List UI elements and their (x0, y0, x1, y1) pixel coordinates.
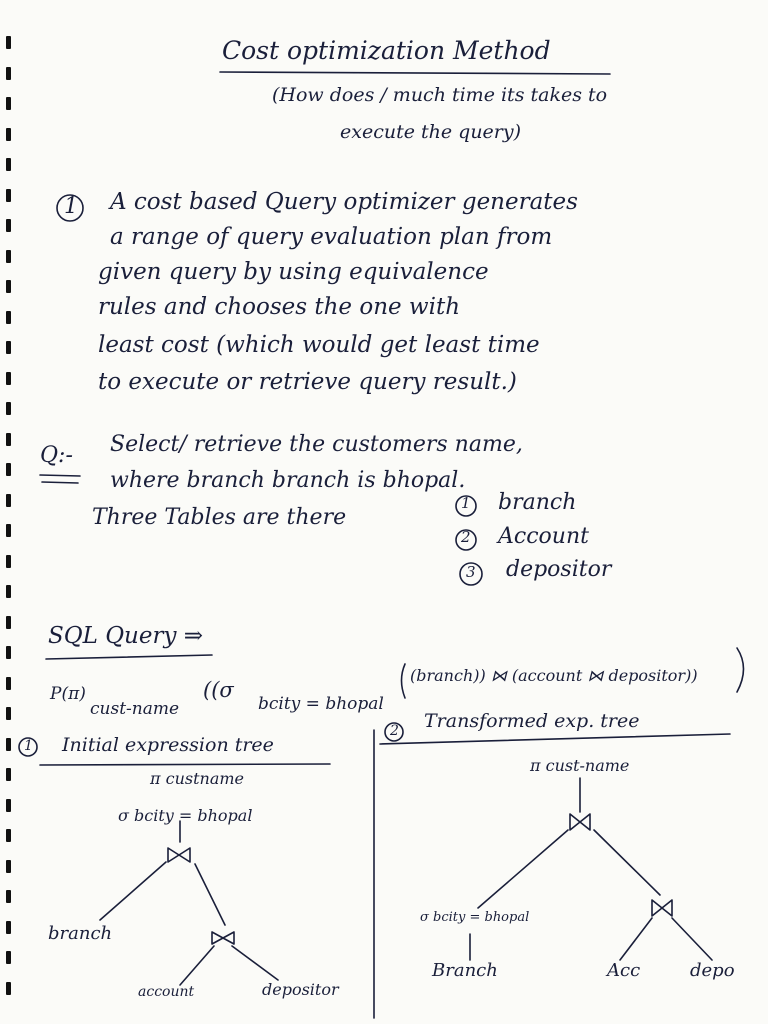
table-number-circles (456, 496, 482, 585)
question-line: where branch branch is bhopal. (110, 468, 466, 493)
sql-query-heading: SQL Query ⇒ (48, 623, 204, 649)
tree2-selection-node: σ bcity = bhopal (420, 910, 530, 925)
tree1-selection-node: σ bcity = bhopal (118, 806, 253, 825)
subtitle-line-2: execute the query) (340, 121, 522, 143)
point1-line: a range of query evaluation plan from (110, 224, 553, 250)
expr-join-rest: (branch)) ⋈ (account ⋈ depositor)) (410, 666, 698, 685)
page-title: Cost optimization Method (222, 36, 551, 65)
expr-projection: P(π) (50, 684, 86, 704)
title-underline (220, 72, 610, 74)
expr-selection: ((σ (203, 678, 234, 702)
tree1-projection-node: π custname (150, 769, 244, 788)
tree1-leaf-depositor: depositor (262, 980, 339, 999)
table-number: 3 (466, 563, 476, 581)
table-number: 1 (461, 494, 471, 512)
question-label: Q:- (40, 443, 73, 468)
table-name: Account (498, 524, 589, 549)
tree1-leaf-account: account (138, 984, 195, 1000)
subtitle-line-1: (How does / much time its takes to (272, 84, 608, 106)
tree1-number: 1 (24, 738, 33, 754)
tree1-edges (100, 821, 278, 985)
point1-line: to execute or retrieve query result.) (98, 369, 517, 395)
tree2-title: Transformed exp. tree (424, 710, 640, 732)
point1-line: rules and chooses the one with (98, 294, 461, 320)
table-number: 2 (461, 528, 471, 546)
point-number-1: 1 (64, 194, 78, 219)
question-line: Three Tables are there (92, 505, 347, 530)
point1-line: given query by using equivalence (98, 259, 489, 285)
tree1-title: Initial expression tree (62, 734, 274, 756)
tree2-leaf-branch: Branch (432, 960, 498, 981)
tree2-title-circle (385, 723, 403, 741)
point1-line: least cost (which would get least time (98, 332, 540, 358)
point-number-circle (57, 195, 83, 221)
table-name: branch (498, 490, 577, 515)
tree-divider (374, 730, 730, 1018)
tree2-leaf-acc: Acc (607, 960, 641, 981)
tree2-projection-node: π cust-name (530, 756, 630, 775)
tree2-leaf-depo: depo (690, 960, 735, 981)
table-name: depositor (506, 557, 612, 582)
question-line: Select/ retrieve the customers name, (110, 432, 523, 457)
sql-heading-underline (46, 655, 212, 659)
tree1-leaf-branch: branch (48, 923, 113, 944)
expr-projection-sub: cust-name (90, 699, 180, 719)
expr-brackets (402, 648, 744, 698)
question-underline (40, 475, 80, 483)
tree1-title-circle (19, 734, 330, 765)
expr-condition: bcity = bhopal (258, 694, 384, 714)
tree2-edges (470, 778, 712, 960)
point1-line: A cost based Query optimizer generates (110, 189, 578, 215)
tree2-number: 2 (390, 723, 399, 739)
